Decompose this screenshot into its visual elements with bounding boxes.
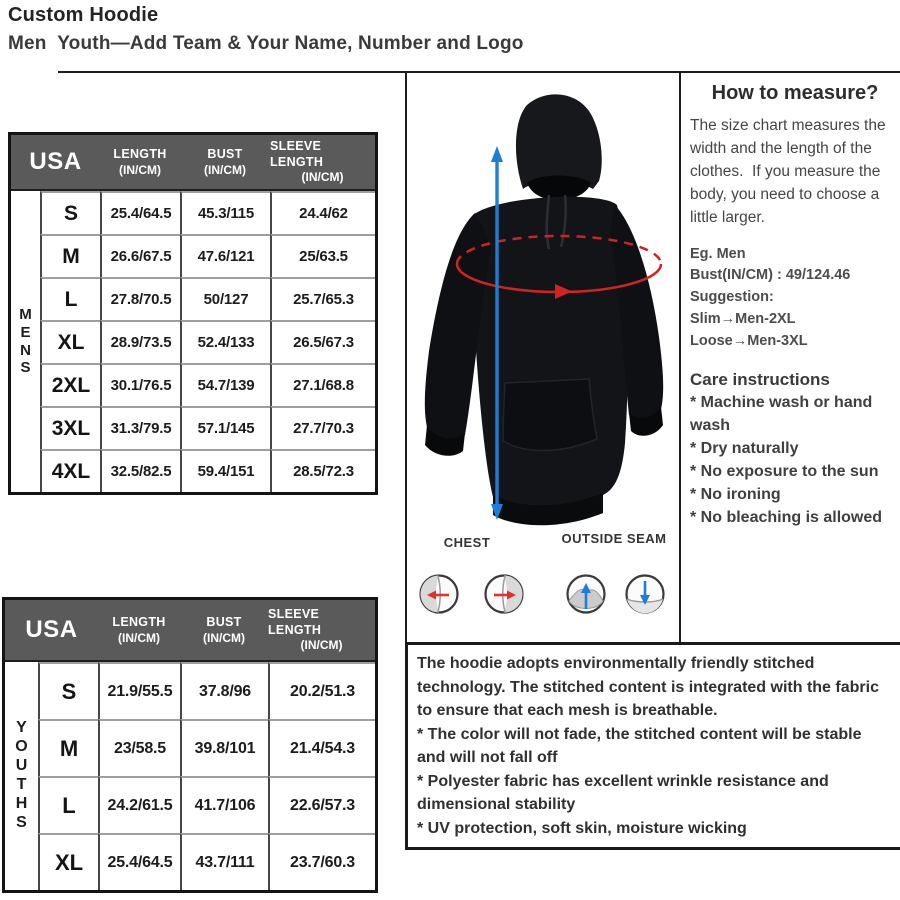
- table-row-size: M: [40, 234, 100, 277]
- care-item: * No exposure to the sun: [690, 463, 879, 481]
- product-subtitle: Men Youth—Add Team & Your Name, Number and Logo: [8, 33, 524, 54]
- mens-header-bust: BUST (IN/CM): [180, 135, 270, 191]
- care-instructions-list: [690, 392, 900, 529]
- youths-header-length: LENGTH (IN/CM): [98, 600, 180, 662]
- hoodie-photo: [407, 83, 678, 533]
- how-to-measure-heading: How to measure?: [711, 82, 879, 104]
- care-item: * Machine wash or hand wash: [690, 394, 873, 435]
- mens-size-table: [8, 132, 378, 495]
- table-row-size: S: [38, 662, 98, 719]
- example-line: Loose→Men-3XL: [690, 332, 808, 349]
- chest-measure-left-icon: [418, 573, 460, 615]
- table-cell: 26.5/67.3: [270, 320, 375, 363]
- youths-size-table: [2, 597, 378, 893]
- youths-group-label: YOUTHS: [15, 719, 28, 831]
- table-cell: 25.7/65.3: [270, 277, 375, 320]
- example-line: Eg. Men: [690, 245, 746, 262]
- table-cell: 50/127: [180, 277, 270, 320]
- mens-group-label: MENS: [19, 306, 32, 377]
- product-title: Custom Hoodie: [8, 4, 159, 26]
- table-row-size: XL: [40, 320, 100, 363]
- table-cell: 22.6/57.3: [268, 776, 375, 833]
- table-row-size: S: [40, 191, 100, 234]
- mens-header-usa: USA: [11, 135, 100, 191]
- table-row-size: L: [40, 277, 100, 320]
- seam-measure-down-icon: [624, 573, 666, 615]
- example-line: Suggestion:: [690, 289, 774, 306]
- table-cell: 23.7/60.3: [268, 833, 375, 890]
- description-line: * The color will not fade, the stitched content will be stable and will not fall off: [417, 725, 862, 767]
- table-cell: 30.1/76.5: [100, 363, 180, 406]
- description-line: * Polyester fabric has excellent wrinkle resistance and dimensional stability: [417, 772, 829, 814]
- table-cell: 43.7/111: [180, 833, 268, 890]
- table-cell: 37.8/96: [180, 662, 268, 719]
- description-line: * UV protection, soft skin, moisture wicking: [417, 819, 747, 837]
- table-cell: 20.2/51.3: [268, 662, 375, 719]
- table-cell: 39.8/101: [180, 719, 268, 776]
- table-cell: 21.4/54.3: [268, 719, 375, 776]
- table-cell: 57.1/145: [180, 406, 270, 449]
- example-line: Bust(IN/CM) : 49/124.46: [690, 267, 851, 284]
- description-line: The hoodie adopts environmentally friendly stitched technology. The stitched content is integrated with the fabric to ensure that each mesh is breathable.: [417, 655, 879, 720]
- table-row-size: L: [38, 776, 98, 833]
- table-cell: 45.3/115: [180, 191, 270, 234]
- table-cell: 32.5/82.5: [100, 449, 180, 492]
- table-row-size: 4XL: [40, 449, 100, 492]
- table-cell: 28.9/73.5: [100, 320, 180, 363]
- table-cell: 27.8/70.5: [100, 277, 180, 320]
- table-cell: 24.2/61.5: [98, 776, 180, 833]
- table-cell: 27.7/70.3: [270, 406, 375, 449]
- table-cell: 28.5/72.3: [270, 449, 375, 492]
- table-cell: 24.4/62: [270, 191, 375, 234]
- mens-header-sleeve: SLEEVE LENGTH (IN/CM): [270, 135, 375, 191]
- table-cell: 31.3/79.5: [100, 406, 180, 449]
- table-row-size: M: [38, 719, 98, 776]
- table-cell: 52.4/133: [180, 320, 270, 363]
- table-row-size: XL: [38, 833, 98, 890]
- table-cell: 26.6/67.5: [100, 234, 180, 277]
- mens-header-length: LENGTH (IN/CM): [100, 135, 180, 191]
- chest-measure-right-icon: [483, 573, 525, 615]
- table-row-size: 3XL: [40, 406, 100, 449]
- table-row-size: 2XL: [40, 363, 100, 406]
- table-cell: 47.6/121: [180, 234, 270, 277]
- outside-seam-label: OUTSIDE SEAM: [561, 531, 667, 546]
- youths-header-usa: USA: [5, 600, 98, 662]
- youths-header-sleeve: SLEEVE LENGTH (IN/CM): [268, 600, 375, 662]
- how-to-measure-panel: [690, 82, 900, 530]
- table-cell: 59.4/151: [180, 449, 270, 492]
- table-cell: 25.4/64.5: [100, 191, 180, 234]
- table-cell: 27.1/68.8: [270, 363, 375, 406]
- example-line: Slim→Men-2XL: [690, 310, 796, 327]
- care-instructions-heading: Care instructions: [690, 370, 830, 390]
- youths-header-bust: BUST (IN/CM): [180, 600, 268, 662]
- sizing-example: [690, 244, 900, 353]
- table-cell: 41.7/106: [180, 776, 268, 833]
- table-cell: 23/58.5: [98, 719, 180, 776]
- hoodie-photo-panel: [405, 71, 681, 644]
- table-cell: 21.9/55.5: [98, 662, 180, 719]
- table-cell: 25/63.5: [270, 234, 375, 277]
- table-cell: 25.4/64.5: [98, 833, 180, 890]
- table-cell: 54.7/139: [180, 363, 270, 406]
- fabric-description-panel: [405, 642, 900, 850]
- care-item: * Dry naturally: [690, 440, 799, 458]
- care-item: * No bleaching is allowed: [690, 508, 883, 526]
- care-item: * No ironing: [690, 485, 781, 503]
- chest-label: CHEST: [443, 535, 491, 550]
- how-to-measure-body: The size chart measures the width and the length of the clothes. If you measure the body, you need to choose a little larger.: [690, 117, 886, 226]
- seam-measure-up-icon: [565, 573, 607, 615]
